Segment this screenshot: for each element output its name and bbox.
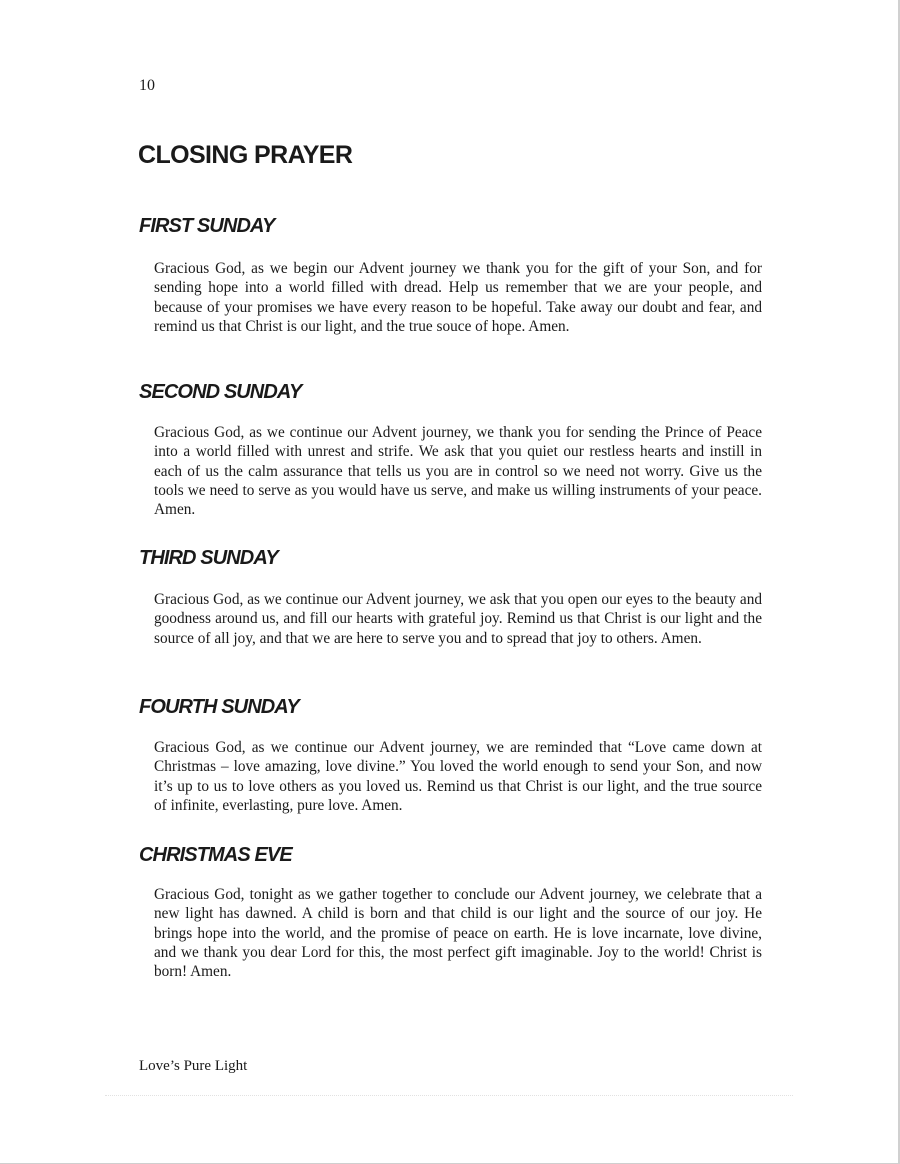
prayer-second-sunday: Gracious God, as we continue our Advent journey, we thank you for sending the Prince of Peace into a world filled with unrest and strife. We ask that you quiet our restless hearts and instill in each of us the calm assurance that tells us you are in control so we need not worry. Give us the tools we need to serve as you would have us serve, and make us willing instruments of your peace. Amen.: [154, 424, 762, 519]
section-heading-second-sunday: SECOND SUNDAY: [139, 381, 302, 403]
page-footer: Love’s Pure Light: [139, 1058, 248, 1074]
page-title: CLOSING PRAYER: [138, 141, 353, 169]
prayer-third-sunday: Gracious God, as we continue our Advent journey, we ask that you open our eyes to the beauty and goodness around us, and fill our hearts with grateful joy. Remind us that Christ is our light and the source of all joy, and that we are here to serve you and to spread that joy to others. Amen.: [154, 591, 762, 647]
section-heading-fourth-sunday: FOURTH SUNDAY: [139, 696, 299, 718]
section-heading-first-sunday: FIRST SUNDAY: [139, 215, 275, 237]
bottom-divider: [105, 1095, 793, 1096]
page-number: 10: [139, 77, 155, 94]
prayer-fourth-sunday: Gracious God, as we continue our Advent journey, we are reminded that “Love came down at Christmas – love amazing, love divine.” You loved the world enough to send your Son, and now it’s up to us to love others as you loved us. Remind us that Christ is our light, and the true source of infinite, everlasting, pure love. Amen.: [154, 739, 762, 814]
prayer-first-sunday: Gracious God, as we begin our Advent journey we thank you for the gift of your Son, and for sending hope into a world filled with dread. Help us remember that we are your people, and because of your promises we have every reason to be hopeful. Take away our doubt and fear, and remind us that Christ is our light, and the true souce of hope. Amen.: [154, 260, 762, 335]
prayer-christmas-eve: Gracious God, tonight as we gather together to conclude our Advent journey, we celebrate that a new light has dawned. A child is born and that child is our light and the source of our joy. He brings hope into the world, and the promise of peace on earth. He is love incarnate, love divine, and we thank you dear Lord for this, the most perfect gift imaginable. Joy to the world! Christ is born! Amen.: [154, 886, 762, 981]
section-heading-christmas-eve: CHRISTMAS EVE: [139, 844, 292, 866]
section-heading-third-sunday: THIRD SUNDAY: [139, 547, 278, 569]
